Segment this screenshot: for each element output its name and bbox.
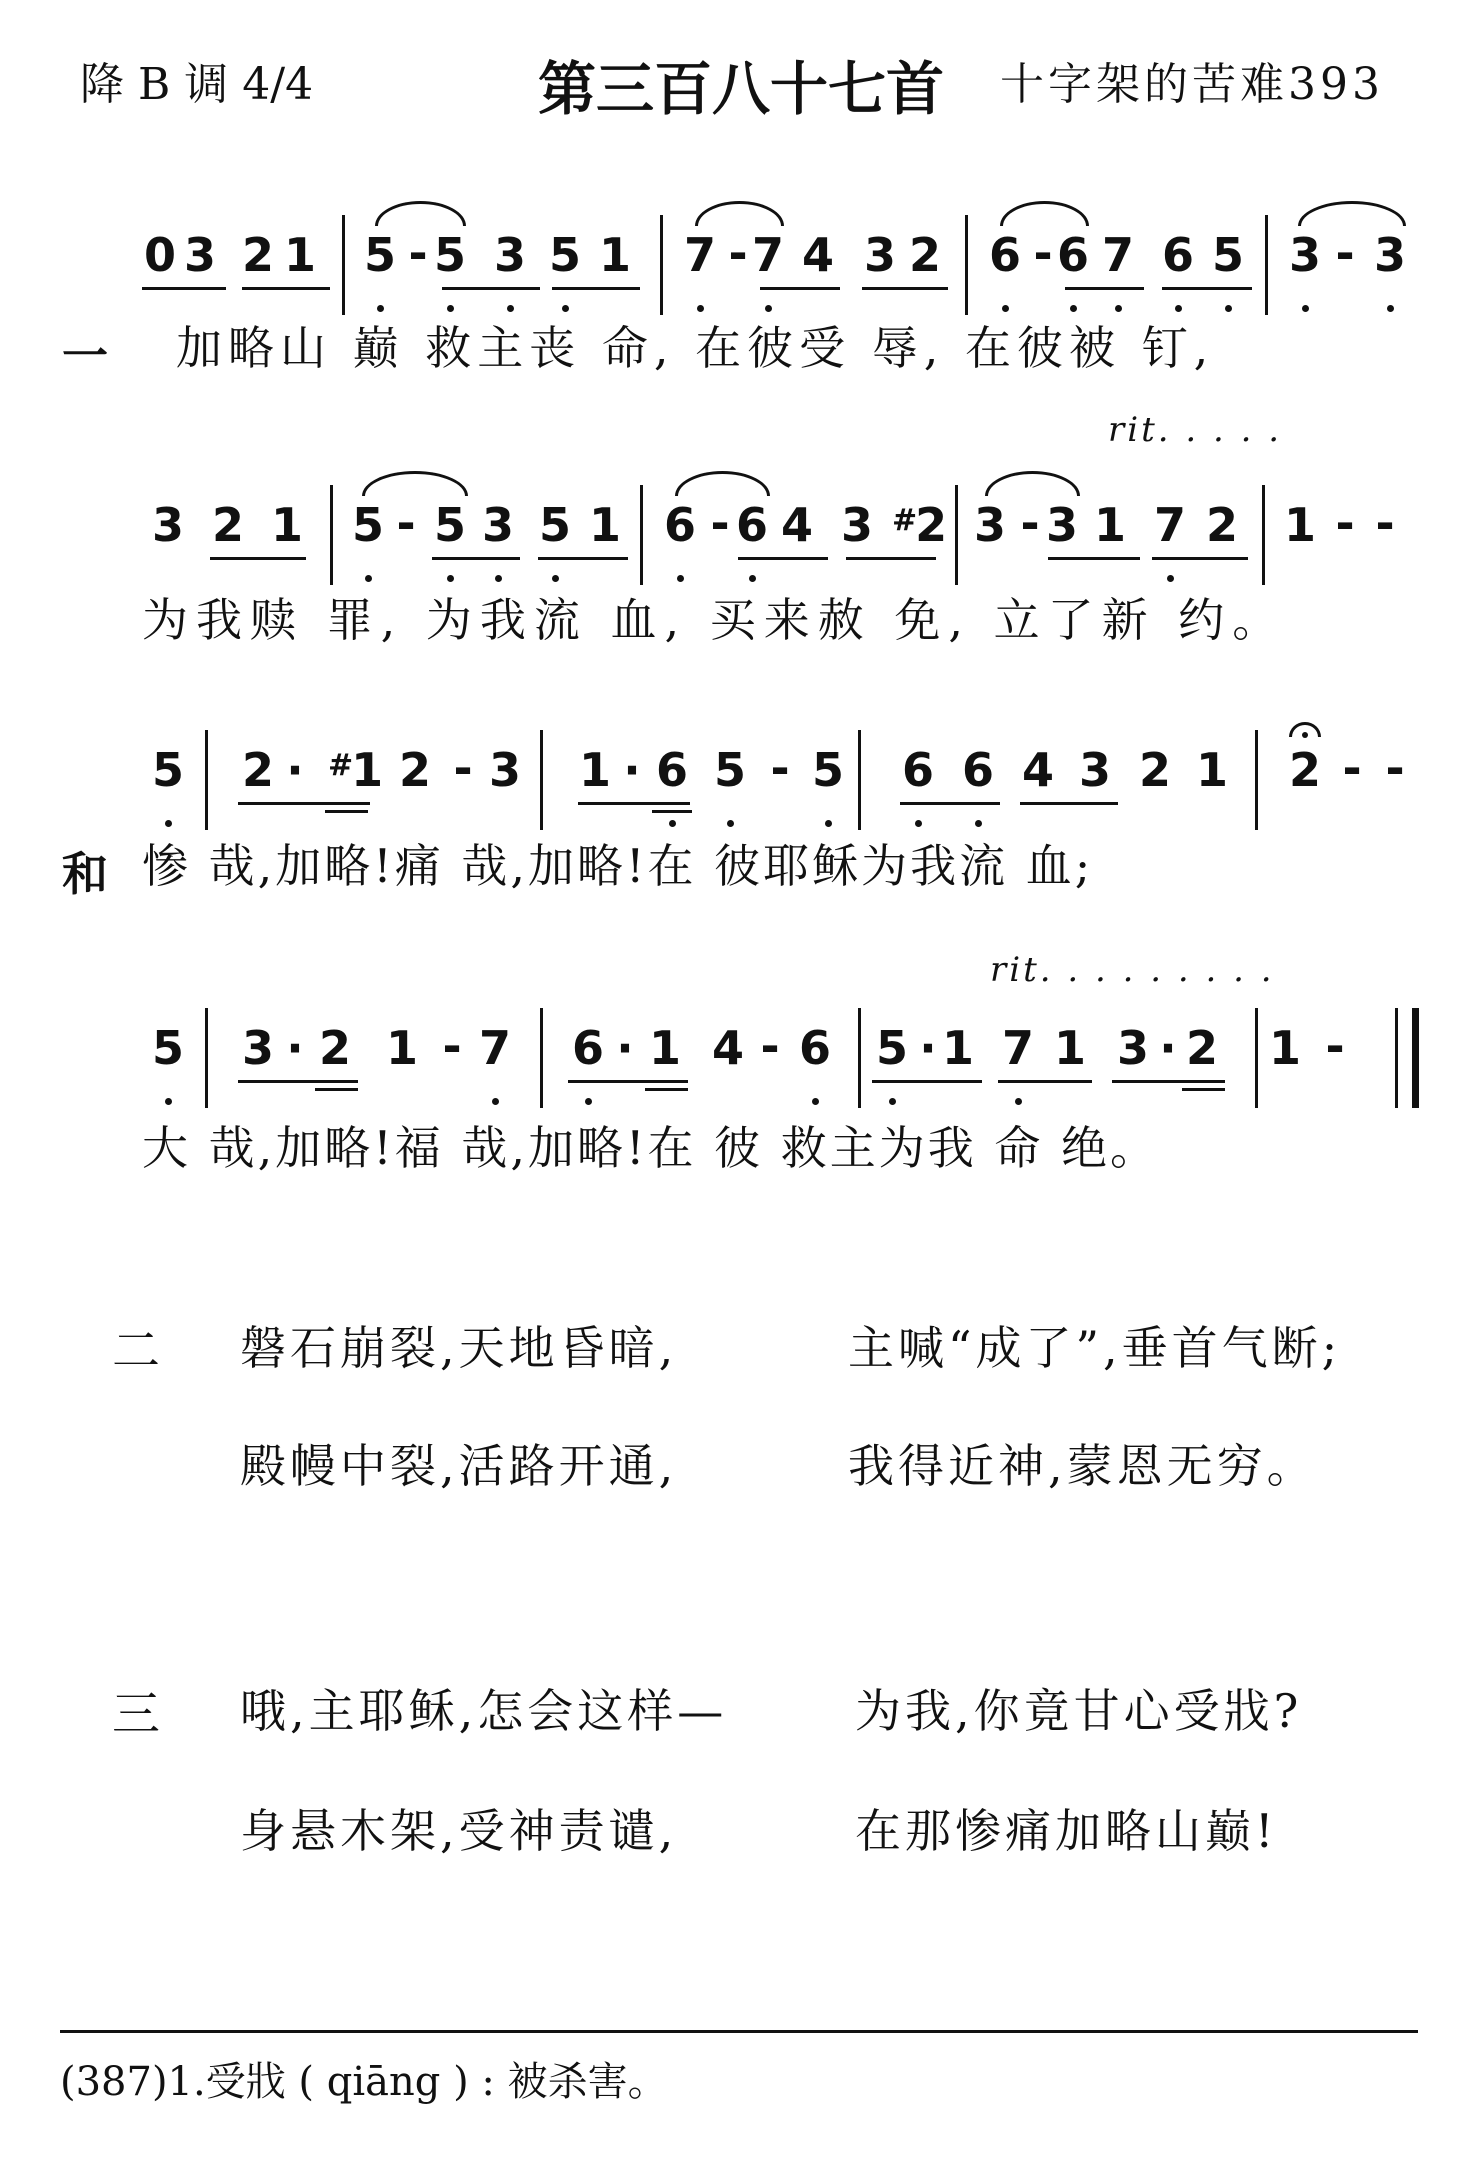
note-digit: 1 [351,743,384,797]
note-5: 5 [713,743,746,797]
beam-underline [538,557,628,560]
beam-underline-second [315,1088,358,1091]
lower-octave-dot [165,820,172,827]
lower-octave-dot [1225,305,1232,312]
lower-octave-dot [727,820,734,827]
note-2: 2 [1138,743,1171,797]
note-7: 7 [1001,1021,1034,1075]
beam-underline [578,802,690,805]
lower-octave-dot [562,305,569,312]
note-dash: - [1342,741,1362,795]
note-6: 6 [735,498,768,552]
lower-octave-dot [1015,1098,1022,1105]
lower-octave-dot [812,1098,819,1105]
beam-underline [552,287,640,290]
bar-line [342,215,345,315]
note-5: 5 [351,498,384,552]
verse-3-line-1b: 为我,你竟甘心受戕? [855,1684,1303,1738]
note-2: 2 [1185,1021,1218,1075]
note-dash: - [1020,496,1040,550]
beam-underline-second [645,1088,688,1091]
note-2: 2 [1205,498,1238,552]
beam-underline [432,557,520,560]
lower-octave-dot [1302,305,1309,312]
beam-underline [862,287,948,290]
note-4: 4 [711,1021,744,1075]
note-2: 2 [241,228,274,282]
lower-octave-dot [1002,305,1009,312]
note-6: 6 [571,1021,604,1075]
note-dash: - [1033,226,1053,280]
note-1: 1 [598,228,631,282]
slur-tie [985,471,1080,496]
verse-3-line-1a: 哦,主耶稣,怎会这样— [240,1684,728,1738]
verse-label-2: 二 [112,1323,161,1379]
note-dash: - [442,1019,462,1073]
lower-octave-dot [492,1098,499,1105]
beam-underline [568,1080,688,1083]
beam-underline [1020,802,1118,805]
verse-2-line-2b: 我得近神,蒙恩无穷。 [848,1439,1317,1493]
beam-underline-second [652,810,692,813]
note-dash: - [1335,496,1355,550]
lower-octave-dot [975,820,982,827]
verse-2-line-1a: 磐石崩裂,天地昏暗, [240,1321,678,1375]
note-5: 5 [433,498,466,552]
verse-2-line-2a: 殿幔中裂,活路开通, [240,1439,678,1493]
beam-underline [846,557,936,560]
lower-octave-dot [1387,305,1394,312]
beam-underline-second [1182,1088,1225,1091]
augmentation-dot: · [919,1021,937,1075]
hymn-subtitle: 十字架的苦难393 [1000,59,1384,110]
note-6: 6 [901,743,934,797]
lyric-line-4: 大 哉,加略!福 哉,加略!在 彼 救主为我 命 绝。 [142,1121,1159,1175]
tempo-mark-rit-1: rit. . . . . [1108,410,1283,450]
note-5: 5 [433,228,466,282]
note-7: 7 [1101,228,1134,282]
slur-tie [675,471,770,496]
note-3: 3 [840,498,873,552]
note-1: 1 [270,498,303,552]
note-6: 6 [988,228,1021,282]
augmentation-dot: · [616,1021,634,1075]
bar-line [965,215,968,315]
lyric-line-3: 惨 哉,加略!痛 哉,加略!在 彼耶稣为我流 血; [142,839,1094,893]
slur-tie [695,201,784,226]
chorus-label: 和 [62,847,108,901]
note-1: 1 [648,1021,681,1075]
sharp-accidental: # [328,748,354,783]
slur-tie [1000,201,1089,226]
bar-line [540,1008,543,1108]
footnote-rule [60,2030,1418,2033]
note-3: 3 [1045,498,1078,552]
note-5: 5 [811,743,844,797]
note-5: 5 [875,1021,908,1075]
note-1 [328,740,384,800]
note-7: 7 [1153,498,1186,552]
note-2: 2 [318,1021,351,1075]
lower-octave-dot [677,575,684,582]
note-2 [892,495,948,555]
beam-underline [1065,287,1144,290]
augmentation-dot: · [286,743,304,797]
note-2: 2 [908,228,941,282]
note-dash: - [728,226,748,280]
note-1: 1 [1268,1021,1301,1075]
verse-label-1: 一 [62,329,108,383]
tempo-mark-rit-2: rit. . . . . . . . . [990,950,1275,990]
note-3: 3 [1373,228,1406,282]
note-2: 2 [211,498,244,552]
lower-octave-dot [1115,305,1122,312]
lower-octave-dot [447,575,454,582]
note-6: 6 [1161,228,1194,282]
beam-underline [998,1080,1092,1083]
lower-octave-dot [377,305,384,312]
lyric-line-1: 加略山 巅 救主丧 命, 在彼受 辱, 在彼被 钉, [176,321,1215,375]
note-1: 1 [1283,498,1316,552]
verse-2-line-1b: 主喊“成了”,垂首气断; [848,1321,1342,1375]
note-4: 4 [1021,743,1054,797]
lower-octave-dot [915,820,922,827]
note-dash: - [760,1019,780,1073]
bar-line [660,215,663,315]
footnote: (387)1.受戕 ( qiāng ) : 被杀害。 [60,2059,668,2105]
note-6: 6 [655,743,688,797]
bar-line [858,730,861,830]
note-2: 2 [1288,743,1321,797]
note-1: 1 [588,498,621,552]
lower-octave-dot [552,575,559,582]
lower-octave-dot [165,1098,172,1105]
note-6: 6 [663,498,696,552]
augmentation-dot: · [286,1021,304,1075]
hymn-title: 第三百八十七首 [538,55,945,123]
bar-line [858,1008,861,1108]
beam-underline-second [325,810,368,813]
bar-line [205,1008,208,1108]
note-dash: - [1335,226,1355,280]
note-3: 3 [863,228,896,282]
lower-octave-dot [669,820,676,827]
lower-octave-dot [507,305,514,312]
beam-underline [1112,1080,1225,1083]
bar-line [330,485,333,585]
note-3: 3 [151,498,184,552]
bar-line [1255,1008,1258,1108]
note-2: 2 [241,743,274,797]
augmentation-dot: · [1159,1021,1177,1075]
beam-underline [1152,557,1248,560]
note-5: 5 [538,498,571,552]
note-1: 1 [578,743,611,797]
beam-underline [872,1080,982,1083]
note-3: 3 [481,498,514,552]
note-digit: 2 [915,498,948,552]
bar-line [1255,730,1258,830]
beam-underline [242,287,330,290]
bar-line [540,730,543,830]
note-5: 5 [151,743,184,797]
lower-octave-dot [749,575,756,582]
note-3: 3 [1078,743,1111,797]
slur-tie [362,471,468,496]
note-3: 3 [183,228,216,282]
note-dash: - [1325,1019,1345,1073]
lower-octave-dot [889,1098,896,1105]
beam-underline [238,1080,358,1083]
bar-line [205,730,208,830]
note-1: 1 [941,1021,974,1075]
bar-line [1262,485,1265,585]
note-6: 6 [961,743,994,797]
final-bar-thin [1395,1008,1398,1108]
note-1: 1 [283,228,316,282]
bar-line [1265,215,1268,315]
beam-underline [1048,557,1140,560]
note-0: 0 [143,228,176,282]
note-7: 7 [683,228,716,282]
sharp-accidental: # [892,503,918,538]
fermata-dot [1302,732,1308,738]
note-1: 1 [1195,743,1228,797]
lower-octave-dot [447,305,454,312]
note-7: 7 [751,228,784,282]
note-5: 5 [1211,228,1244,282]
note-dash: - [710,496,730,550]
bar-line [955,485,958,585]
note-dash: - [1375,496,1395,550]
note-3: 3 [1288,228,1321,282]
note-5: 5 [548,228,581,282]
verse-3-line-2a: 身悬木架,受神责谴, [240,1804,678,1858]
beam-underline [738,557,828,560]
note-dash: - [408,226,428,280]
lower-octave-dot [1167,575,1174,582]
lower-octave-dot [697,305,704,312]
slur-tie [1298,201,1406,226]
note-dash: - [770,741,790,795]
lower-octave-dot [365,575,372,582]
lower-octave-dot [825,820,832,827]
beam-underline [760,287,840,290]
final-bar-thick [1412,1008,1419,1108]
note-dash: - [453,741,473,795]
lower-octave-dot [1175,305,1182,312]
lower-octave-dot [1070,305,1077,312]
lower-octave-dot [585,1098,592,1105]
beam-underline [442,287,540,290]
bar-line [640,485,643,585]
note-1: 1 [1093,498,1126,552]
beam-underline [1162,287,1252,290]
note-7: 7 [478,1021,511,1075]
note-6: 6 [798,1021,831,1075]
note-dash: - [1385,741,1405,795]
note-6: 6 [1056,228,1089,282]
lower-octave-dot [765,305,772,312]
note-5: 5 [151,1021,184,1075]
augmentation-dot: · [623,743,641,797]
note-5: 5 [363,228,396,282]
note-2: 2 [398,743,431,797]
note-3: 3 [1116,1021,1149,1075]
beam-underline [900,802,1000,805]
key-signature: 降 B 调 4/4 [80,59,314,110]
lyric-line-2: 为我赎 罪, 为我流 血, 买来赦 免, 立了新 约。 [142,593,1287,647]
beam-underline [142,287,226,290]
verse-3-line-2b: 在那惨痛加略山巅! [855,1804,1278,1858]
verse-label-3: 三 [112,1686,161,1742]
lower-octave-dot [495,575,502,582]
note-dash: - [396,496,416,550]
note-3: 3 [493,228,526,282]
slur-tie [375,201,466,226]
note-3: 3 [973,498,1006,552]
note-4: 4 [780,498,813,552]
note-3: 3 [241,1021,274,1075]
note-4: 4 [801,228,834,282]
note-1: 1 [385,1021,418,1075]
note-3: 3 [488,743,521,797]
beam-underline [210,557,306,560]
note-1: 1 [1053,1021,1086,1075]
beam-underline [238,802,370,805]
